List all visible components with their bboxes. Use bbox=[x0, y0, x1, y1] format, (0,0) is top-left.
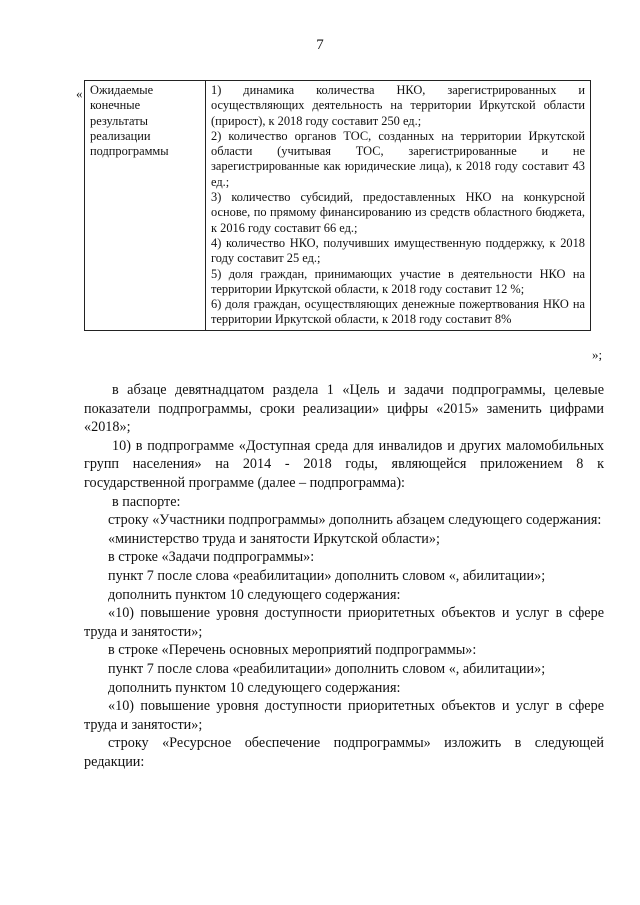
paragraph: дополнить пунктом 10 следующего содержания: bbox=[108, 586, 401, 603]
page-number: 7 bbox=[316, 37, 324, 53]
document-body bbox=[84, 381, 604, 771]
paragraph: «10) повышение уровня доступности приоритетных объектов и услуг в сфере труда и занятости»; bbox=[84, 605, 604, 640]
result-item-6: 6) доля граждан, осуществляющих денежные пожертвования НКО на территории Иркутской области, к 2018 году составит 8% bbox=[211, 297, 585, 327]
paragraph: дополнить пунктом 10 следующего содержания: bbox=[108, 679, 401, 696]
paragraph: пункт 7 после слова «реабилитации» дополнить словом «, абилитации»; bbox=[108, 660, 546, 677]
result-item-3: 3) количество субсидий, предоставленных НКО на конкурсной основе, по прямому финансированию из средств областного бюджета, к 2016 году составит 66 ед.; bbox=[211, 190, 585, 235]
paragraph: в строке «Задачи подпрограммы»: bbox=[108, 549, 315, 566]
paragraph: в абзаце девятнадцатом раздела 1 «Цель и задачи подпрограммы, целевые показатели подпрограммы, сроки реализации» цифры «2015» заменить цифрами «2018»; bbox=[84, 382, 604, 436]
paragraph: в паспорте: bbox=[112, 493, 181, 510]
paragraph: «министерство труда и занятости Иркутской области»; bbox=[108, 530, 440, 547]
table-row bbox=[85, 81, 591, 331]
result-item-2: 2) количество органов ТОС, созданных на территории Иркутской области (учитывая ТОС, зарегистрированные и не зарегистрированные как юридические лица), к 2018 году составит 43 ед.; bbox=[211, 128, 585, 189]
paragraph: строку «Ресурсное обеспечение подпрограммы» изложить в следующей редакции: bbox=[84, 735, 604, 770]
paragraph: 10) в подпрограмме «Доступная среда для инвалидов и других маломобильных групп населения» на 2014 - 2018 годы, являющейся приложением 8 к государственной программе (далее – подпрограмма): bbox=[84, 437, 604, 491]
paragraph: строку «Участники подпрограммы» дополнить абзацем следующего содержания: bbox=[108, 512, 602, 529]
paragraph: «10) повышение уровня доступности приоритетных объектов и услуг в сфере труда и занятости»; bbox=[84, 698, 604, 733]
paragraph: пункт 7 после слова «реабилитации» дополнить словом «, абилитации»; bbox=[108, 567, 546, 584]
result-item-1: 1) динамика количества НКО, зарегистрированных и осуществляющих деятельность на территории Иркутской области (прирост), к 2018 году составит 250 ед.; bbox=[211, 83, 585, 128]
row-label-cell: Ожидаемые конечные результаты реализации подпрограммы bbox=[85, 81, 206, 331]
paragraph: в строке «Перечень основных мероприятий подпрограммы»: bbox=[108, 642, 477, 659]
closing-quote: »; bbox=[592, 347, 603, 362]
result-item-5: 5) доля граждан, принимающих участие в деятельности НКО на территории Иркутской области, к 2018 году составит 12 %; bbox=[211, 266, 585, 296]
result-item-4: 4) количество НКО, получивших имущественную поддержку, к 2018 году составит 25 ед.; bbox=[211, 235, 585, 266]
results-table bbox=[84, 80, 591, 331]
opening-quote: « bbox=[76, 86, 83, 101]
row-content-cell bbox=[206, 81, 591, 331]
